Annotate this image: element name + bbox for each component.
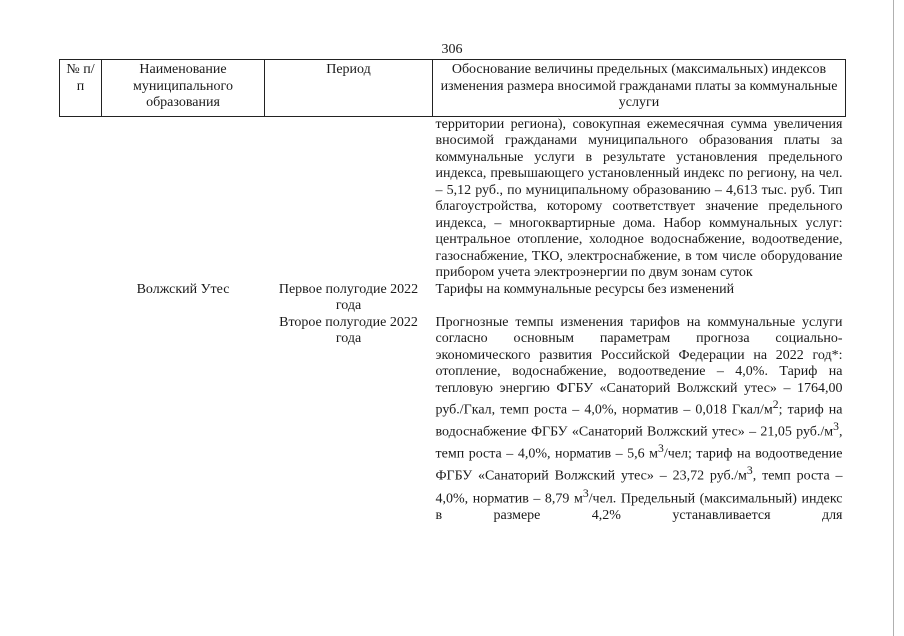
table-row bbox=[60, 282, 846, 315]
cell-municipality bbox=[102, 315, 265, 525]
period-first-half: Первое полугодие 2022 года bbox=[278, 281, 419, 313]
cell-municipality bbox=[102, 116, 265, 282]
cell-num bbox=[60, 315, 102, 525]
basis-text-second-half: Прогнозные темпы изменения тарифов на коммунальные услуги согласно основным параметрам прогноза социально-экономического развития Российской Федерации на 2022 год*: отопление, водоснабжение, водоотведение – 4,0%. Тариф на тепловую энергию ФГБУ «Санаторий Волжский утес» – 1764,00 руб./Гкал, темп роста – 4,0%, норматив – 0,018 Гкал/$м^2$; тариф на водоснабжение ФГБУ «Санаторий Волжский утес» – 21,05 $руб./м^3$, темп роста – 4,0%, норматив – 5,6 $м^3$/чел; тариф на водоотведение ФГБУ «Санаторий Волжский утес» – 23,72 $руб./м^3$, темп роста – 4,0%, норматив – 8,79 $м^3$/чел. Предельный (максимальный) индекс в размере 4,2% устанавливается для bbox=[435, 314, 843, 523]
header-num: № п/п bbox=[60, 60, 102, 117]
cell-num bbox=[60, 116, 102, 282]
table-row-continuation bbox=[60, 116, 846, 282]
page-number: 306 bbox=[441, 42, 463, 57]
period-second-half: Второе полугодие 2022 года bbox=[279, 314, 418, 346]
continuation-text: территории региона), совокупная ежемесячная сумма увеличения вносимой гражданами муниципального образования платы за коммунальные услуги в результате установления предельного индекса, превышающего установленный индекс по региону, на чел. – 5,12 руб., по муниципальному образованию – 4,613 тыс. руб. Тип благоустройства, которому соответствует значение предельного индекса, – многоквартирные дома. Набор коммунальных услуг: центральное отопление, холодное водоснабжение, водоотведение, газоснабжение, ТКО, электроснабжение, в том числе оборудование прибором учета электроэнергии по двум зонам суток bbox=[435, 116, 843, 280]
header-municipality: Наименование муниципального образования bbox=[102, 60, 265, 117]
cell-num bbox=[60, 282, 102, 315]
tariff-index-table bbox=[59, 59, 846, 524]
header-basis: Обоснование величины предельных (максимальных) индексов изменения размера вносимой гражданами платы за коммунальные услуги bbox=[433, 60, 846, 117]
basis-text-first-half: Тарифы на коммунальные ресурсы без изменений bbox=[435, 281, 735, 297]
header-period: Период bbox=[265, 60, 433, 117]
cell-period bbox=[265, 116, 433, 282]
municipality-name: Волжский Утес bbox=[136, 281, 230, 297]
table-row bbox=[60, 315, 846, 525]
table-header-row bbox=[60, 60, 846, 117]
page-edge-line bbox=[893, 0, 894, 636]
